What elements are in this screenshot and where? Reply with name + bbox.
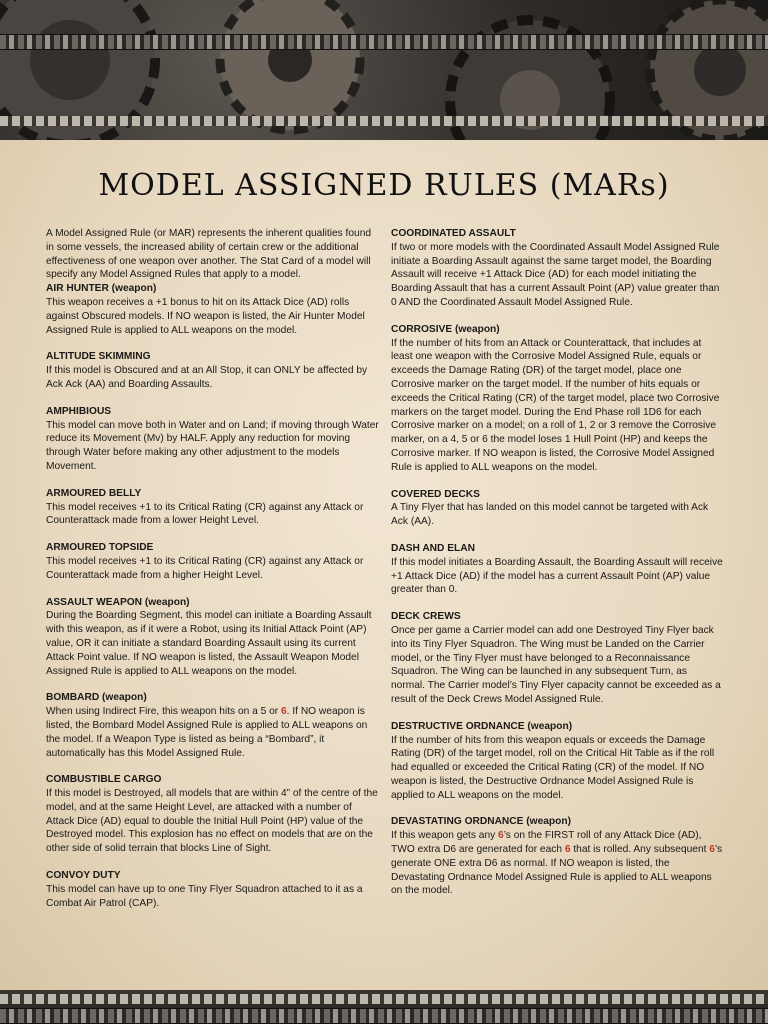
rule-coordinated-assault [391, 227, 723, 310]
rule-heading: ASSAULT WEAPON (weapon) [46, 596, 190, 608]
footer-banner [0, 990, 768, 1024]
rule-heading: ARMOURED BELLY [46, 487, 142, 499]
rule-text: This weapon receives a +1 bonus to hit on its Attack Dice (AD) rolls against Obscured models. If NO weapon is listed, the Air Hunter Model Assigned Rule is applied to ALL weapons on the model. [46, 296, 365, 336]
rule-dash-and-elan [391, 542, 723, 597]
rule-heading: CORROSIVE (weapon) [391, 323, 500, 335]
rule-heading: AMPHIBIOUS [46, 405, 112, 417]
highlight-six: 6 [498, 830, 504, 842]
rule-assault-weapon [46, 596, 380, 679]
rule-text: During the Boarding Segment, this model can initiate a Boarding Assault with this weapon, as if it were a Robot, using its Initial Attack Point (AP) value, OR it can initiate a standard Boarding Assault using its current Attack Point value. If NO weapon is listed, the Assault Weapon Model Assigned Rule is applied to ALL weapons on the model. [46, 610, 372, 677]
rule-air-hunter [46, 282, 380, 337]
rule-text-part: . If NO weapon is listed, the Bombard Model Assigned Rule is applied to ALL weapons on the model. If a Weapon Type is listed as being a “Bombard”, it automatically has this Model Assigned Rule. [46, 706, 368, 759]
left-column [46, 227, 380, 923]
rule-corrosive [391, 323, 723, 475]
rule-text: Once per game a Carrier model can add one Destroyed Tiny Flyer back into its Tiny Flyer Squadron. The Wing must be Landed on the Carrier model, or the Tiny Flyer must have belonged to a Reconnaissance Squadron. The Wing can be launched in any subsequent Turn, as normal. The Carrier model’s Tiny Flyer capacity cannot be exceeded as a result of the Deck Crews Model Assigned Rule. [391, 624, 721, 705]
rule-text-part: When using Indirect Fire, this weapon hits on a 5 or [46, 706, 281, 718]
rule-text: A Tiny Flyer that has landed on this model cannot be targeted with Ack Ack (AA). [391, 502, 709, 528]
rule-text-part: that is rolled. Any subsequent [570, 844, 710, 856]
rule-text: If the number of hits from this weapon equals or exceeds the Damage Rating (DR) of the target model, roll on the Critical Hit Table as if the roll had equalled or exceeded the Critical Rating (CR) of the model. If NO weapon is listed, the Destructive Ordnance Model Assigned Rule is applied to ALL weapons on the model. [391, 734, 715, 801]
rule-text [46, 705, 380, 760]
rule-text: This model can move both in Water and on Land; if moving through Water reduce its Movement (Mv) by HALF. Apply any reduction for moving through Water before making any other adjustment to the models Movement. [46, 419, 379, 472]
rule-heading: CONVOY DUTY [46, 870, 121, 882]
rule-text [391, 829, 723, 898]
highlight-six: 6 [564, 844, 571, 856]
page-title: MODEL ASSIGNED RULES (MARs) [98, 168, 670, 203]
rule-text: If the number of hits from an Attack or Counterattack, that includes at least one weapon with the Corrosive Model Assigned Rule, equals or exceeds the Damage Rating (DR) of the target model, place one Corrosive marker on the target model. If the number of hits equals or exceeds the Critical Rating (CR) of the target model, place two Corrosive markers on the target model. During the End Phase roll 1D6 for each Corrosive marker on a model; on a roll of 1, 2 or 3 remove the Corrosive marker, on a 4, 5 or 6 the model loses 1 Hull Point (HP) and keeps the Corrosive marker. If NO weapon is listed, the Corrosive Model Assigned Rule is applied to ALL weapons on the model. [391, 337, 720, 473]
header-gear-banner [0, 0, 768, 140]
highlight-six: 6 [281, 706, 287, 718]
rule-heading: DESTRUCTIVE ORDNANCE (weapon) [391, 720, 573, 732]
rule-altitude-skimming [46, 350, 380, 391]
right-column [391, 227, 723, 911]
chain-decoration [0, 34, 768, 50]
rule-convoy-duty [46, 869, 380, 910]
rule-text: This model receives +1 to its Critical Rating (CR) against any Attack or Counterattack made from a higher Height Level. [46, 555, 364, 581]
rule-covered-decks [391, 488, 723, 529]
rule-armoured-belly [46, 487, 380, 528]
rule-heading: DECK CREWS [391, 611, 461, 623]
rule-text-part: ’s on the FIRST roll of any Attack Dice (AD), TWO extra D6 are generated for each [391, 830, 702, 856]
rule-text: If this model initiates a Boarding Assault, the Boarding Assault will receive +1 Attack Dice (AD) if the model has a current Assault Point (AP) value greater than 0. [391, 556, 723, 596]
highlight-six: 6 [709, 844, 715, 856]
rail-decoration [0, 994, 768, 1004]
rail-decoration [0, 116, 768, 126]
rule-heading: DASH AND ELAN [391, 542, 475, 554]
rule-text: If this model is Obscured and at an All Stop, it can ONLY be affected by Ack Ack (AA) and Boarding Assaults. [46, 365, 368, 390]
rule-bombard [46, 691, 380, 760]
rule-heading: COVERED DECKS [391, 488, 480, 500]
rule-text: If this model is Destroyed, all models that are within 4” of the centre of the model, and at the same Height Level, are attacked with a number of Attack Dice (AD) equal to double the Initial Hull Point (HP) value of the Destroyed model. This explosion has no effect on models that are on the other side of solid terrain that blocks Line of Sight. [46, 788, 378, 855]
intro-paragraph: A Model Assigned Rule (or MAR) represents the inherent qualities found in some vessels, the increased ability of certain crew or the additional effectiveness of one weapon over another. The Stat Card of a model will specify any Model Assigned Rules that apply to a model. [46, 228, 372, 281]
rule-heading: COMBUSTIBLE CARGO [46, 774, 162, 786]
rule-text-part: ’s generate ONE extra D6 as normal. If NO weapon is listed, the Devastating Ordnance Model Assigned Rule is applied to ALL weapons on the model. [391, 844, 723, 897]
rule-heading: COORDINATED ASSAULT [391, 228, 516, 239]
rule-heading: ARMOURED TOPSIDE [46, 542, 154, 554]
rule-text: This model receives +1 to its Critical Rating (CR) against any Attack or Counterattack made from a lower Height Level. [46, 501, 364, 527]
rule-armoured-topside [46, 541, 380, 582]
rule-destructive-ordnance [391, 720, 723, 803]
rule-devastating-ordnance [391, 815, 723, 898]
rule-combustible-cargo [46, 773, 380, 856]
rule-heading: DEVASTATING ORDNANCE (weapon) [391, 816, 571, 828]
rule-heading: ALTITUDE SKIMMING [46, 351, 151, 363]
rule-deck-crews [391, 610, 723, 707]
rule-heading: BOMBARD (weapon) [46, 692, 147, 704]
rule-amphibious [46, 405, 380, 474]
rule-text: If two or more models with the Coordinated Assault Model Assigned Rule initiate a Boarding Assault against the same target model, the Boarding Assault will receive +1 Attack Dice (AD) for each model initiating the Boarding Assault that has a current Assault Point (AP) value greater than 0 AND the Coordinated Assault Model Assigned Rule. [391, 241, 720, 308]
rule-heading: AIR HUNTER (weapon) [46, 283, 157, 295]
rule-text: This model can have up to one Tiny Flyer Squadron attached to it as a Combat Air Patrol (CAP). [46, 883, 363, 909]
rule-text-part: If this weapon gets any [391, 830, 499, 842]
chain-decoration [0, 1008, 768, 1024]
